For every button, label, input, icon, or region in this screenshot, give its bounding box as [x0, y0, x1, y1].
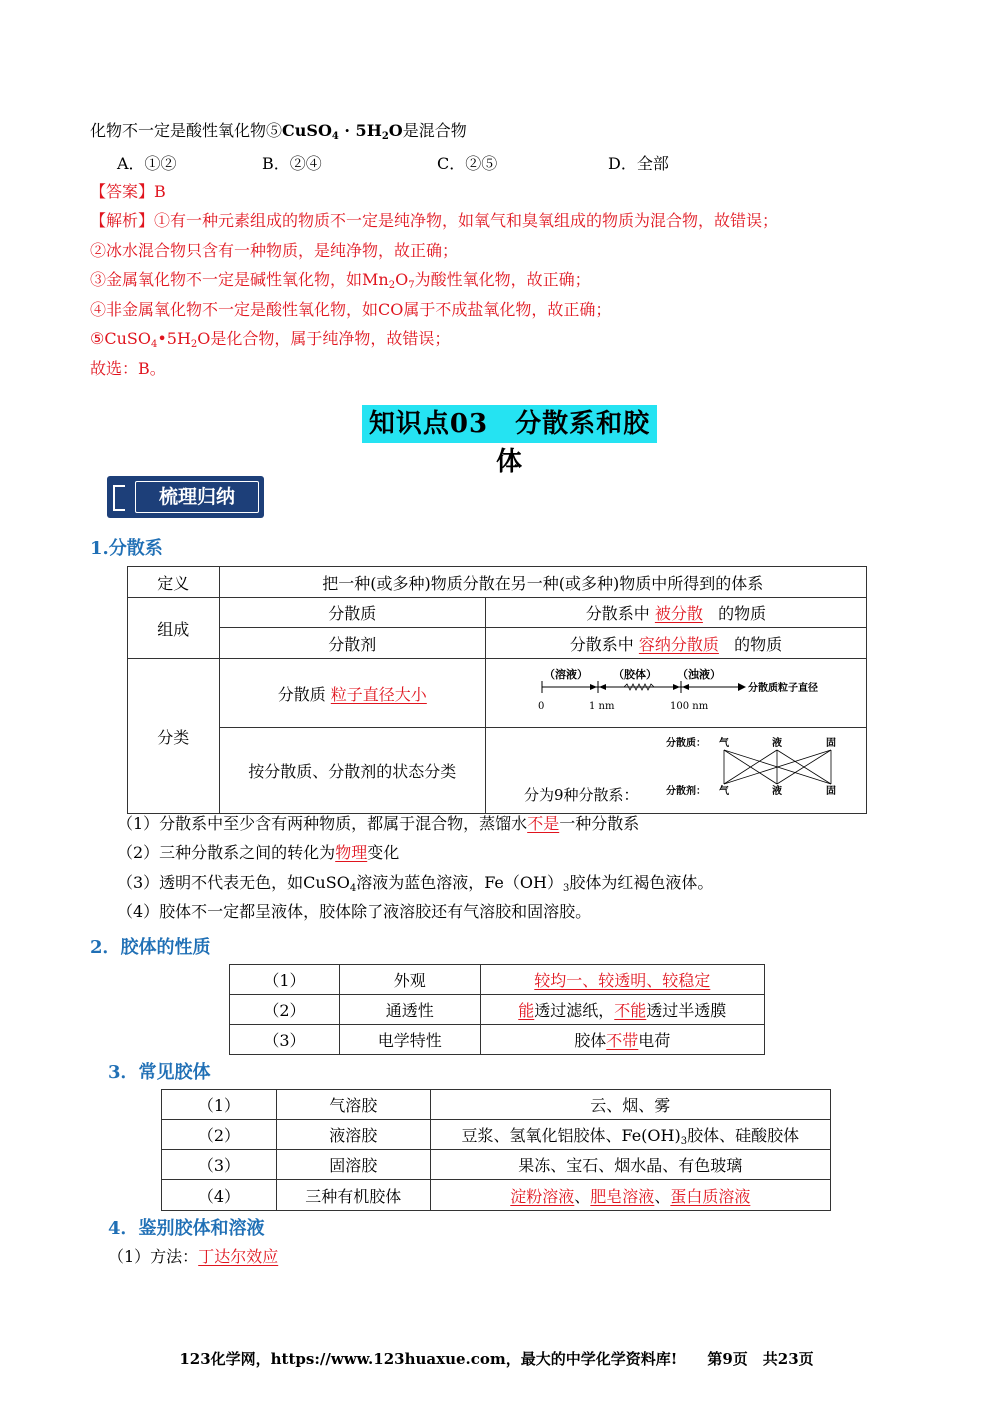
size-diagram [486, 659, 866, 727]
analysis-line-4: ④非金属氧化物不一定是酸性氧化物，如CO属于不成盐氧化物，故正确； [90, 300, 612, 319]
question-tail: 化物不一定是酸性氧化物⑤CuSO$_4$ · $5H_2O$是混合物 [90, 121, 467, 142]
answer: 【答案】B [90, 182, 166, 201]
page-footer: 123化学网，https://www.123huaxue.com，最大的中学化学资料库! 第9页 共23页 [179, 1350, 814, 1368]
solid-bottom: 固 [825, 786, 836, 797]
table-row [128, 567, 867, 598]
note-3: （3）透明不代表无色，如CuSO$_4$溶液为蓝色溶液，$Fe(OH)_3$胶体为红褐色液体。 [117, 873, 714, 894]
size-diagram-cell [485, 659, 866, 728]
label-colloid: （胶体） [612, 668, 657, 681]
analysis-line-6: 故选：B。 [90, 359, 166, 378]
table-row: （1） 气溶胶 云、烟、雾 [162, 1090, 831, 1120]
table-row [128, 728, 867, 814]
tick-label-1: 1 nm [588, 701, 615, 712]
note-1: （1）分散系中至少含有两种物质，都属于混合物，蒸馏水不是一种分散系 [117, 814, 640, 833]
table-row: （3） 电学特性 胶体不带电荷 [230, 1025, 765, 1055]
solvent-cell: 分散剂 [219, 628, 485, 659]
badge-label: 梳理归纳 [135, 481, 259, 513]
section-3-heading: 3．常见胶体 [108, 1062, 211, 1083]
solute-cell: 分散质 [219, 598, 485, 628]
class-label: 分类 [128, 659, 220, 814]
table-row: （2） 液溶胶 豆浆、氢氧化铝胶体、$Fe(OH)_3$胶体、硅酸胶体 [162, 1120, 831, 1150]
common-colloids-table [161, 1089, 831, 1211]
solvent-row-label: 分散剂： [665, 786, 706, 797]
label-suspension: （浊液） [676, 668, 721, 681]
table-row: （4） 三种有机胶体 淀粉溶液、肥皂溶液、蛋白质溶液 [162, 1180, 831, 1211]
section-2-heading: 2．胶体的性质 [90, 937, 211, 958]
state-diagram-cell [485, 728, 866, 814]
axis-arrow-icon [738, 683, 746, 691]
method-line: （1）方法：丁达尔效应 [108, 1247, 279, 1266]
table-row: （3） 固溶胶 果冻、宝石、烟水晶、有色玻璃 [162, 1150, 831, 1180]
analysis-line-2: ②冰水混合物只含有一种物质，是纯净物，故正确； [90, 241, 459, 260]
table-row [128, 598, 867, 628]
option-d: D．全部 [608, 154, 669, 173]
by-size-cell: 分散质 粒子直径大小 [219, 659, 485, 728]
analysis-line-5: $⑤CuSO_4•5H_2O$是化合物，属于纯净物，故错误； [90, 329, 451, 350]
label-solution: （溶液） [543, 668, 588, 681]
option-c: C．②⑤ [437, 154, 498, 173]
solid-top: 固 [825, 738, 836, 749]
solute-row-label: 分散质： [665, 738, 706, 749]
seg-arrow-icon [599, 684, 606, 690]
liquid-top: 液 [771, 738, 782, 749]
section-1-heading: 1.分散系 [90, 538, 163, 559]
table-row: （2） 通透性 能透过滤纸，不能透过半透膜 [230, 995, 765, 1025]
solute-desc: 分散系中 被分散 的物质 [485, 598, 866, 628]
note-4: （4）胶体不一定都呈液体，胶体除了液溶胶还有气溶胶和固溶胶。 [117, 902, 592, 921]
axis-label: 分散质粒子直径 [747, 683, 818, 694]
table-row [128, 659, 867, 728]
table-row: （1） 外观 较均一、较透明、较稳定 [230, 965, 765, 995]
section-4-heading: 4．鉴别胶体和溶液 [108, 1218, 265, 1239]
dispersion-table [127, 566, 867, 814]
gas-bottom: 气 [718, 786, 729, 797]
nine-systems-label: 分为9种分散系： [523, 786, 639, 804]
liquid-bottom: 液 [771, 786, 782, 797]
colloid-properties-table [229, 964, 765, 1055]
note-2: （2）三种分散系之间的转化为物理变化 [117, 843, 400, 862]
tick-label-0: 0 [537, 701, 545, 712]
option-b: B．②④ [262, 154, 322, 173]
state-connections [724, 750, 831, 784]
solvent-desc: 分散系中 容纳分散质 的物质 [485, 628, 866, 659]
badge-tab-icon [113, 485, 125, 511]
gas-top: 气 [718, 738, 729, 749]
def-label: 定义 [128, 567, 220, 598]
state-diagram [486, 728, 866, 813]
table-row [128, 628, 867, 659]
knowledge-point-title: 知识点03 分散系和胶体 [362, 405, 657, 443]
tick-label-2: 100 nm [669, 701, 709, 712]
by-state-cell: 按分散质、分散剂的状态分类 [219, 728, 485, 814]
analysis-line-3: ③金属氧化物不一定是碱性氧化物，如$Mn_2O_7$为酸性氧化物，故正确； [90, 270, 591, 291]
seg-arrow-icon [673, 684, 680, 690]
analysis-line-1: 【解析】①有一种元素组成的物质不一定是纯净物，如氧气和臭氧组成的物质为混合物，故错误； [90, 211, 779, 230]
summary-badge [107, 476, 264, 518]
option-a: A．①② [117, 154, 177, 173]
seg-arrow-icon [682, 684, 689, 690]
def-value: 把一种(或多种)物质分散在另一种(或多种)物质中所得到的体系 [219, 567, 866, 598]
seg-arrow-icon [590, 684, 597, 690]
comp-label: 组成 [128, 598, 220, 659]
